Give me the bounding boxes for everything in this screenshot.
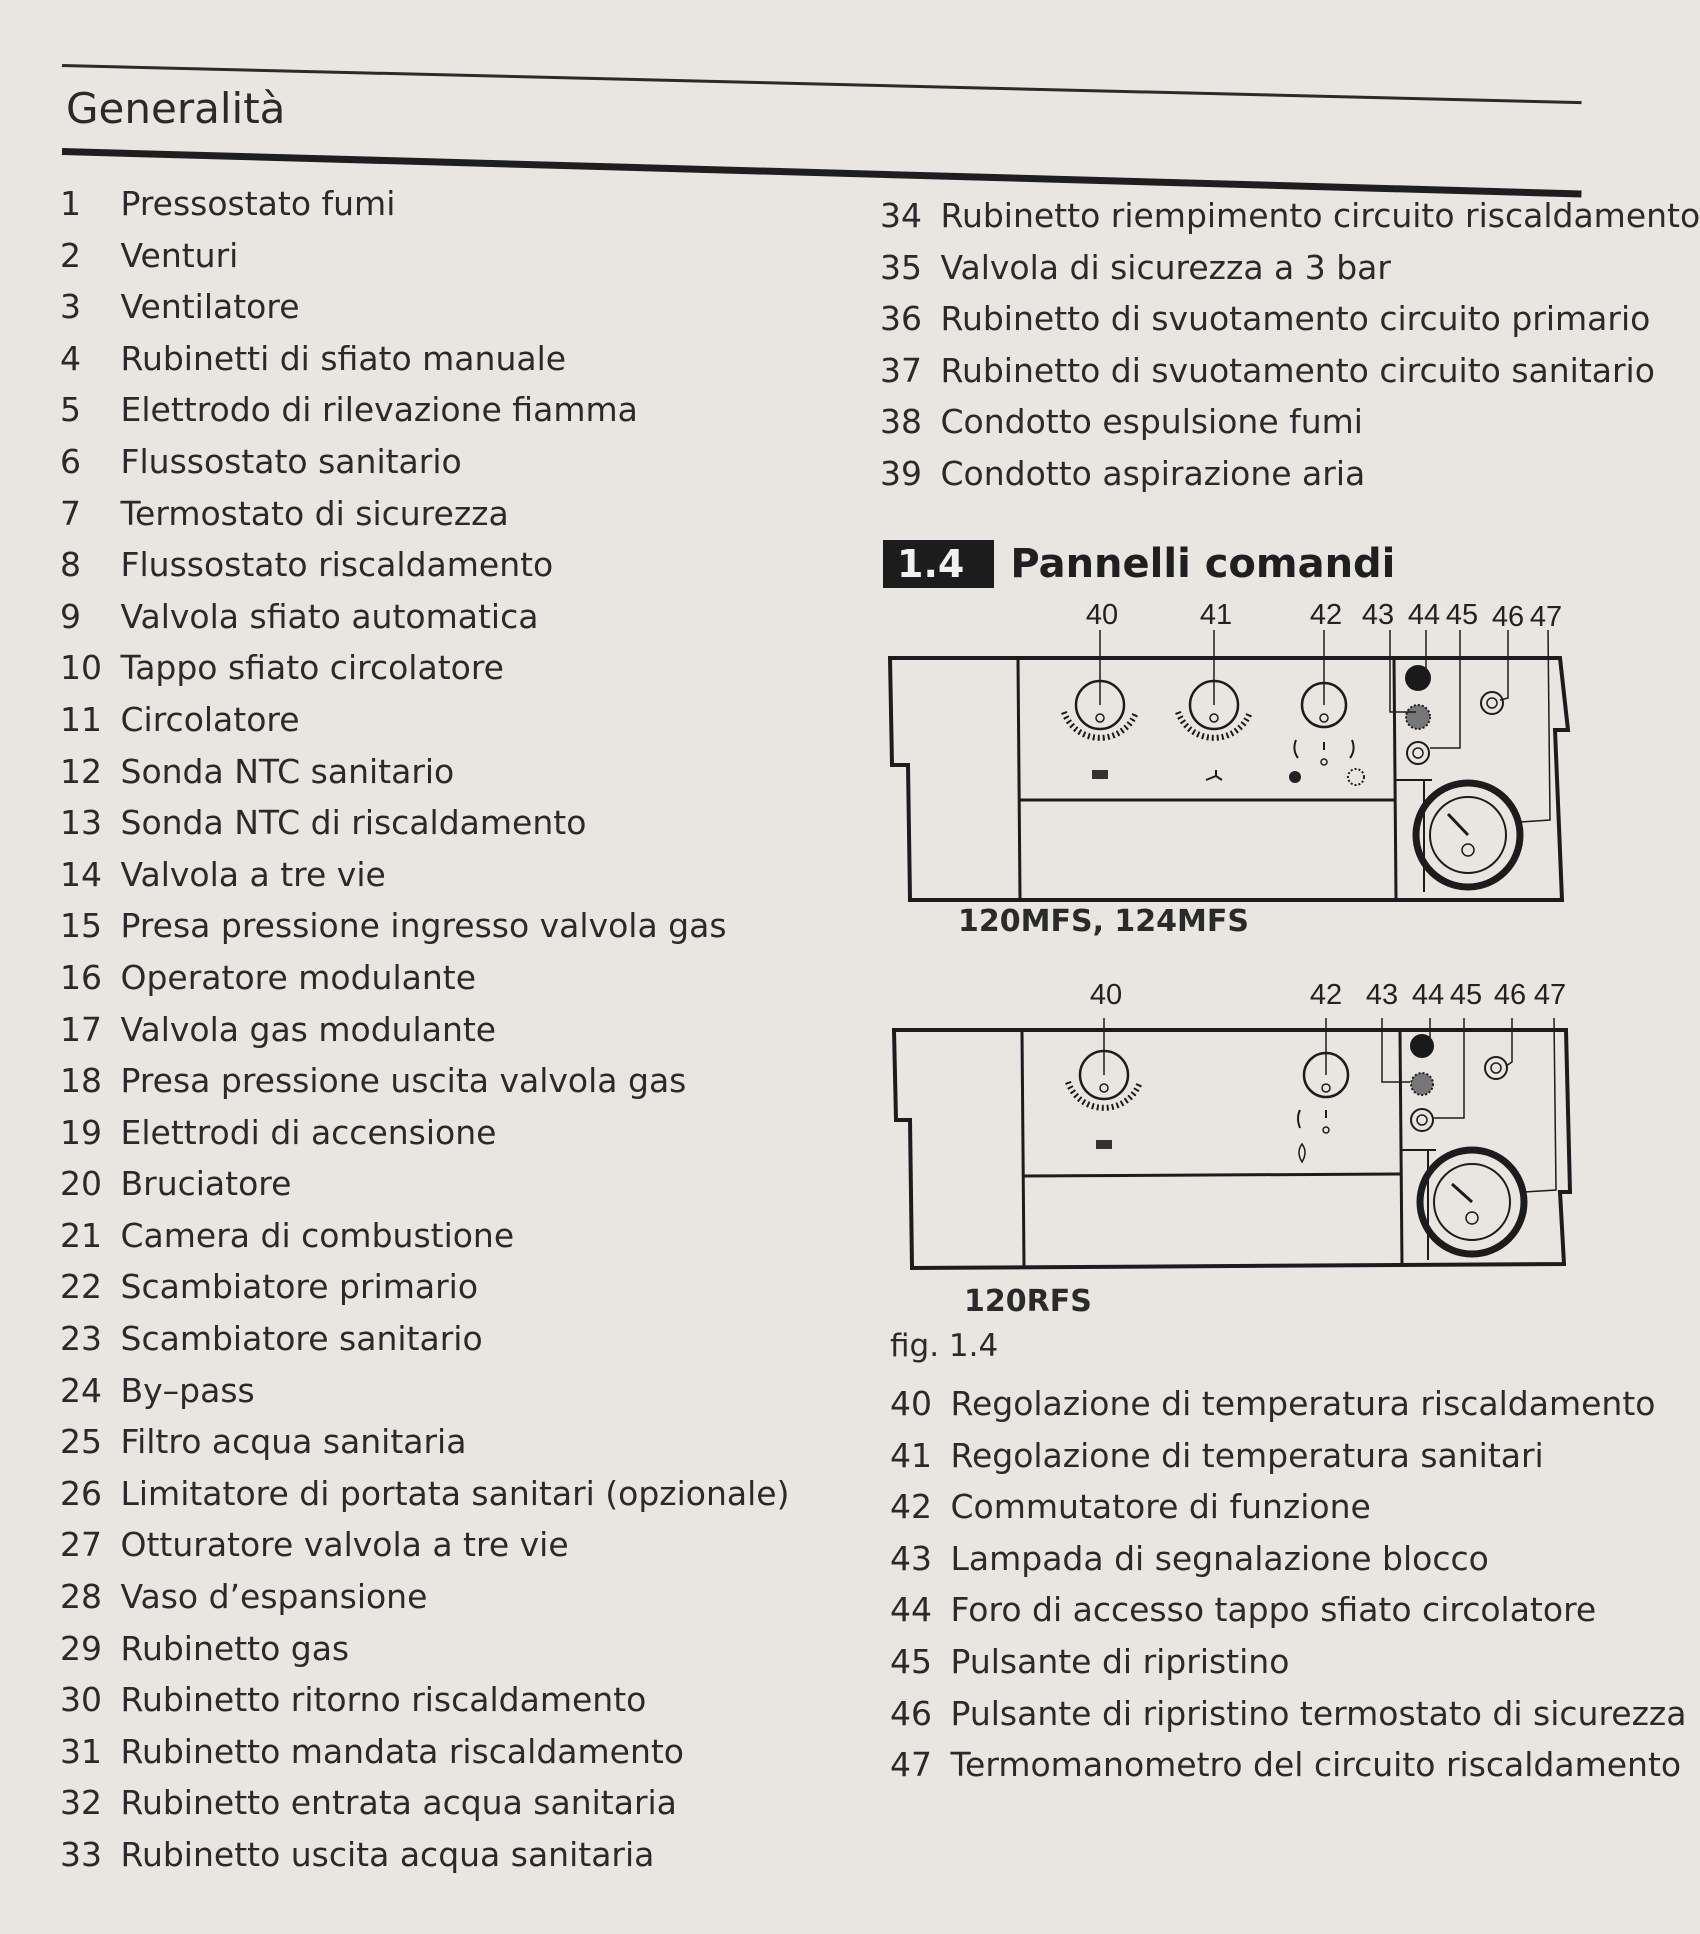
item-number: 43 (890, 1538, 932, 1578)
item-number: 3 (60, 287, 81, 327)
list-item (60, 1261, 820, 1313)
item-text: Presa pressione ingresso valvola gas (120, 906, 727, 946)
section-number: 1.4 (883, 540, 994, 588)
list-item (60, 1468, 820, 1520)
item-text: Pulsante di ripristino (950, 1641, 1290, 1681)
item-text: Rubinetto mandata riscaldamento (120, 1731, 684, 1771)
item-number: 26 (60, 1473, 102, 1513)
list-item (890, 1430, 1600, 1482)
item-text: Tappo sfiato circolatore (120, 648, 504, 688)
list-item (60, 230, 820, 282)
item-number: 21 (60, 1215, 102, 1255)
list-item (60, 178, 820, 230)
item-text: Condotto espulsione fumi (940, 402, 1363, 442)
list-item (880, 242, 1600, 294)
panel-2-label: 43 (1365, 979, 1399, 1011)
item-text: Regolazione di temperatura sanitari (950, 1435, 1544, 1475)
list-item (880, 396, 1600, 448)
list-item (60, 1107, 820, 1159)
item-number: 6 (60, 441, 81, 481)
header-rule-top (62, 64, 1582, 104)
item-number: 5 (60, 390, 81, 430)
item-number: 40 (890, 1384, 932, 1423)
list-item (60, 900, 820, 952)
panel-2-label: 44 (1411, 979, 1445, 1011)
figure-caption: fig. 1.4 (890, 1328, 999, 1364)
item-number: 41 (890, 1435, 932, 1475)
list-item (60, 797, 820, 849)
list-item (890, 1688, 1687, 1740)
list-item (890, 1739, 1682, 1791)
panel-2-label: 40 (1089, 979, 1123, 1011)
list-item (60, 952, 820, 1004)
item-number: 34 (880, 196, 922, 235)
item-text: Circolatore (120, 699, 300, 739)
item-number: 39 (880, 453, 922, 493)
item-number: 44 (890, 1590, 932, 1630)
item-text: Limitatore di portata sanitari (opzionale) (120, 1473, 790, 1513)
list-item (60, 1210, 820, 1262)
list-item (60, 539, 820, 591)
item-text: Valvola di sicurezza a 3 bar (940, 247, 1391, 287)
item-text: Foro di accesso tappo sfiato circolatore (950, 1590, 1597, 1630)
panel-2-label: 46 (1493, 979, 1527, 1011)
item-number: 9 (60, 596, 81, 636)
item-text: Scambiatore sanitario (120, 1319, 483, 1359)
item-number: 12 (60, 751, 102, 791)
item-text: Commutatore di funzione (950, 1487, 1371, 1527)
item-number: 24 (60, 1370, 102, 1410)
item-text: Filtro acqua sanitaria (120, 1422, 467, 1462)
legend-list (890, 1378, 1687, 1791)
list-item (890, 1584, 1600, 1636)
item-number: 23 (60, 1319, 102, 1359)
list-item (60, 1674, 820, 1726)
panel-1-label: 43 (1361, 599, 1395, 631)
list-item (890, 1533, 1600, 1585)
item-text: Elettrodi di accensione (120, 1112, 497, 1152)
list-item (60, 694, 820, 746)
list-item (60, 1726, 820, 1778)
item-text: Flussostato riscaldamento (120, 545, 554, 585)
list-item (60, 281, 820, 333)
panel-1-label: 44 (1407, 599, 1441, 631)
list-item (60, 1004, 820, 1056)
item-text: Sonda NTC sanitario (120, 751, 455, 791)
item-number: 4 (60, 338, 81, 378)
item-text: Regolazione di temperatura riscaldamento (950, 1384, 1656, 1423)
panel-1-label: 47 (1529, 601, 1563, 633)
list-item (60, 746, 820, 798)
item-number: 47 (890, 1745, 932, 1785)
panel-1-caption: 120MFS, 124MFS (958, 904, 1249, 939)
item-number: 25 (60, 1422, 102, 1462)
item-number: 46 (890, 1693, 932, 1733)
panel-2-caption: 120RFS (964, 1284, 1092, 1319)
list-item (890, 1481, 1600, 1533)
item-text: Valvola a tre vie (120, 854, 386, 894)
item-number: 14 (60, 854, 102, 894)
item-text: Camera di combustione (120, 1215, 515, 1255)
panel-1-label: 41 (1199, 599, 1233, 631)
item-number: 20 (60, 1164, 102, 1204)
list-item (60, 591, 820, 643)
list-item (880, 293, 1651, 345)
item-number: 10 (60, 648, 102, 688)
panel-2-drawing (894, 1018, 1570, 1268)
component-list-left (60, 178, 820, 1881)
list-item (60, 333, 820, 385)
item-text: Rubinetto riempimento circuito riscaldamento (940, 196, 1700, 235)
item-number: 31 (60, 1731, 102, 1771)
item-number: 36 (880, 299, 922, 339)
item-text: Ventilatore (120, 287, 300, 327)
item-text: Flussostato sanitario (120, 441, 462, 481)
list-item (60, 1158, 820, 1210)
list-item (60, 384, 820, 436)
list-item (60, 1571, 820, 1623)
item-text: Rubinetto di svuotamento circuito sanitario (940, 350, 1655, 390)
item-number: 38 (880, 402, 922, 442)
panel-2-label: 42 (1309, 979, 1343, 1011)
list-item (880, 448, 1600, 500)
item-text: Rubinetto ritorno riscaldamento (120, 1680, 647, 1720)
item-number: 16 (60, 957, 102, 997)
item-number: 28 (60, 1577, 102, 1617)
item-number: 1 (60, 184, 81, 223)
list-item (60, 1365, 820, 1417)
list-item (60, 436, 820, 488)
panel-1-label: 45 (1445, 599, 1479, 631)
item-text: Rubinetto entrata acqua sanitaria (120, 1783, 677, 1823)
item-number: 29 (60, 1628, 102, 1668)
list-item (890, 1636, 1600, 1688)
item-number: 7 (60, 493, 81, 533)
item-text: Operatore modulante (120, 957, 477, 997)
item-text: Valvola sfiato automatica (120, 596, 539, 636)
page-title: Generalità (66, 84, 286, 133)
list-item (60, 1623, 820, 1675)
panel-1-drawing (890, 630, 1568, 900)
list-item (60, 642, 820, 694)
list-item (60, 1777, 820, 1829)
item-text: Rubinetto di svuotamento circuito primario (940, 299, 1651, 339)
item-text: Valvola gas modulante (120, 1009, 497, 1049)
item-text: By–pass (120, 1370, 255, 1410)
item-text: Termostato di sicurezza (120, 493, 509, 533)
item-text: Termomanometro del circuito riscaldamento (950, 1745, 1682, 1785)
list-item (60, 488, 820, 540)
item-text: Pressostato fumi (120, 184, 396, 223)
item-text: Rubinetto gas (120, 1628, 350, 1668)
list-item (880, 345, 1655, 397)
list-item (880, 190, 1700, 242)
list-item (60, 1313, 820, 1365)
item-text: Condotto aspirazione aria (940, 453, 1366, 493)
item-text: Scambiatore primario (120, 1267, 479, 1307)
list-item (60, 1416, 820, 1468)
item-number: 19 (60, 1112, 102, 1152)
item-number: 32 (60, 1783, 102, 1823)
item-number: 45 (890, 1641, 932, 1681)
item-number: 27 (60, 1525, 102, 1565)
panel-1-label: 46 (1491, 601, 1525, 633)
item-text: Lampada di segnalazione blocco (950, 1538, 1489, 1578)
list-item (890, 1378, 1656, 1430)
list-item (60, 1519, 820, 1571)
item-text: Rubinetti di sfiato manuale (120, 338, 567, 378)
item-text: Elettrodo di rilevazione fiamma (120, 390, 638, 430)
panel-2-label: 45 (1449, 979, 1483, 1011)
item-number: 37 (880, 350, 922, 390)
item-text: Venturi (120, 235, 239, 275)
panel-1-label: 40 (1085, 599, 1119, 631)
section-heading (883, 540, 1395, 588)
item-number: 11 (60, 699, 102, 739)
item-text: Otturatore valvola a tre vie (120, 1525, 569, 1565)
item-text: Presa pressione uscita valvola gas (120, 1061, 687, 1101)
item-number: 8 (60, 545, 81, 585)
item-text: Sonda NTC di riscaldamento (120, 803, 587, 843)
component-list-right (880, 190, 1700, 500)
item-number: 15 (60, 906, 102, 946)
item-text: Vaso d’espansione (120, 1577, 428, 1617)
item-number: 2 (60, 235, 81, 275)
item-number: 35 (880, 247, 922, 287)
panel-1-label: 42 (1309, 599, 1343, 631)
list-item (60, 1055, 820, 1107)
item-number: 17 (60, 1009, 102, 1049)
item-number: 42 (890, 1487, 932, 1527)
item-text: Pulsante di ripristino termostato di sicurezza (950, 1693, 1687, 1733)
item-text: Rubinetto uscita acqua sanitaria (120, 1835, 655, 1874)
item-number: 30 (60, 1680, 102, 1720)
item-number: 22 (60, 1267, 102, 1307)
item-number: 33 (60, 1835, 102, 1874)
control-panels-diagram (870, 600, 1590, 1300)
item-number: 18 (60, 1061, 102, 1101)
list-item (60, 849, 820, 901)
section-title: Pannelli comandi (1010, 541, 1396, 587)
item-text: Bruciatore (120, 1164, 292, 1204)
item-number: 13 (60, 803, 102, 843)
panel-2-label: 47 (1533, 979, 1567, 1011)
list-item (60, 1829, 820, 1881)
